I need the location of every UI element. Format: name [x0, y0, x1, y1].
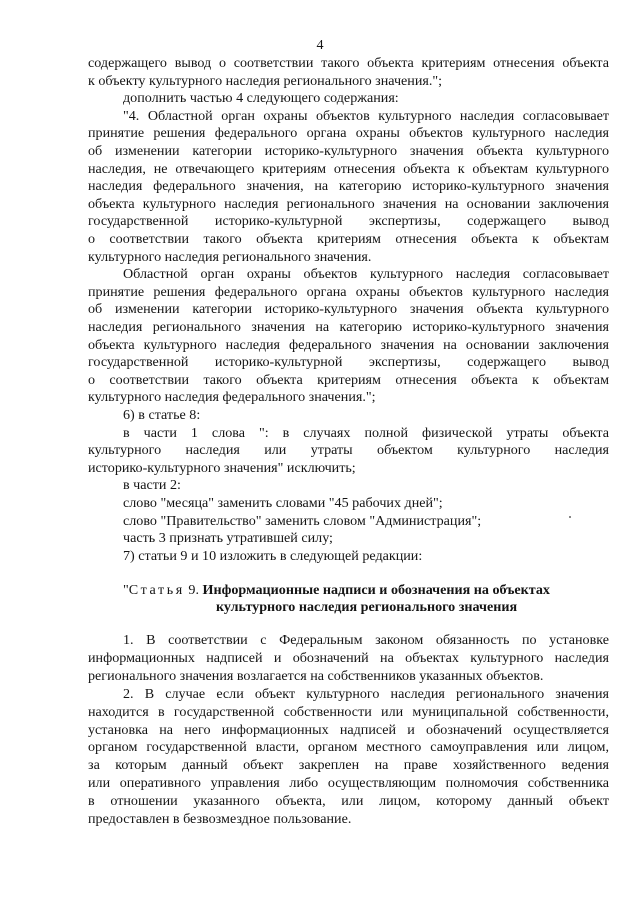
text-line: об изменении категории историко-культурного значения объекта культурного: [88, 143, 609, 159]
heading-title-line-2: культурного наследия регионального значения: [216, 599, 518, 615]
text-line: о соответствии такого объекта критериям отнесения объекта к объектам: [88, 231, 609, 247]
text-line: культурного наследия или утраты объектом культурного наследия: [88, 442, 609, 459]
text-line: органом государственной власти, органом местного самоуправления или лицом,: [88, 739, 609, 756]
text-line: объекта культурного наследия федерального значения на основании заключения: [88, 336, 609, 353]
heading-word: Статья: [128, 582, 185, 598]
text-line: дополнить частью 4 следующего содержания:: [123, 90, 399, 107]
heading-quote: ": [123, 582, 129, 598]
text-line: объекта культурного наследия регионального значения на основании заключения: [88, 195, 609, 212]
text-line: 2. В случае если объект культурного наследия регионального значения: [123, 685, 609, 702]
text-line: 6) в статье 8:: [123, 407, 201, 423]
text-line: регионального значения возлагается на собственников указанных объектов.: [88, 667, 544, 684]
heading-title-line-1: Информационные надписи и обозначения на объектах: [202, 582, 550, 598]
text-line: к объекту культурного наследия регионального значения.";: [88, 72, 443, 89]
text-line: наследия регионального значения на категорию историко-культурного значения: [88, 319, 609, 335]
text-line: об изменении категории историко-культурного значения объекта культурного: [88, 301, 609, 318]
text-line: историко-культурного значения" исключить;: [88, 459, 356, 476]
text-line: Областной орган охраны объектов культурного наследия согласовывает: [123, 266, 609, 283]
page-number: 4: [316, 37, 324, 53]
text-line: наследия, не отвечающего критериям отнесения объекта к объектам культурного: [88, 160, 609, 177]
text-line: культурного наследия федерального значения.";: [88, 389, 376, 406]
text-line: часть 3 признать утратившей силу;: [123, 530, 333, 547]
text-line: в отношении указанного объекта, или лицом, которому данный объект: [88, 793, 609, 810]
text-line: слово "Правительство" заменить словом "Администрация";: [123, 512, 482, 529]
text-line: предоставлен в безвозмездное пользование.: [88, 811, 352, 827]
text-line: в части 1 слова ": в случаях полной физической утраты объекта: [123, 424, 609, 441]
text-line: содержащего вывод о соответствии такого объекта критериям отнесения объекта: [88, 55, 609, 71]
article-heading-line-1: [123, 582, 550, 599]
heading-number: 9.: [184, 582, 203, 598]
text-line: находится в государственной собственности или муниципальной собственности,: [88, 703, 609, 720]
scan-speck: [569, 516, 571, 518]
text-line: 1. В соответствии с Федеральным законом обязанность по установке: [123, 632, 609, 648]
text-line: установка на него информационных надписей и обозначений осуществляется: [88, 721, 609, 738]
text-line: в части 2:: [123, 477, 181, 494]
article-heading-line-2: [216, 599, 517, 616]
text-line: за которым данный объект закреплен на праве хозяйственного ведения: [88, 757, 609, 774]
text-line: государственной историко-культурной экспертизы, содержащего вывод: [88, 354, 609, 371]
text-line: принятие решения федерального органа охраны объектов культурного наследия: [88, 283, 609, 300]
text-line: о соответствии такого объекта критериям отнесения объекта к объектам: [88, 371, 609, 388]
text-line: культурного наследия регионального значения.: [88, 248, 372, 265]
text-line: государственной историко-культурной экспертизы, содержащего вывод: [88, 213, 609, 230]
text-line: принятие решения федерального органа охраны объектов культурного наследия: [88, 125, 609, 142]
text-line: наследия федерального значения, на категорию историко-культурного значения: [88, 178, 609, 195]
text-line: 7) статьи 9 и 10 изложить в следующей редакции:: [123, 547, 423, 564]
text-line: слово "месяца" заменить словами "45 рабочих дней";: [123, 495, 443, 511]
text-line: "4. Областной орган охраны объектов культурного наследия согласовывает: [123, 107, 609, 124]
text-line: или оперативного управления либо осуществляющим полномочия собственника: [88, 775, 609, 792]
text-line: информационных надписей и обозначений на объектах культурного наследия: [88, 649, 609, 666]
